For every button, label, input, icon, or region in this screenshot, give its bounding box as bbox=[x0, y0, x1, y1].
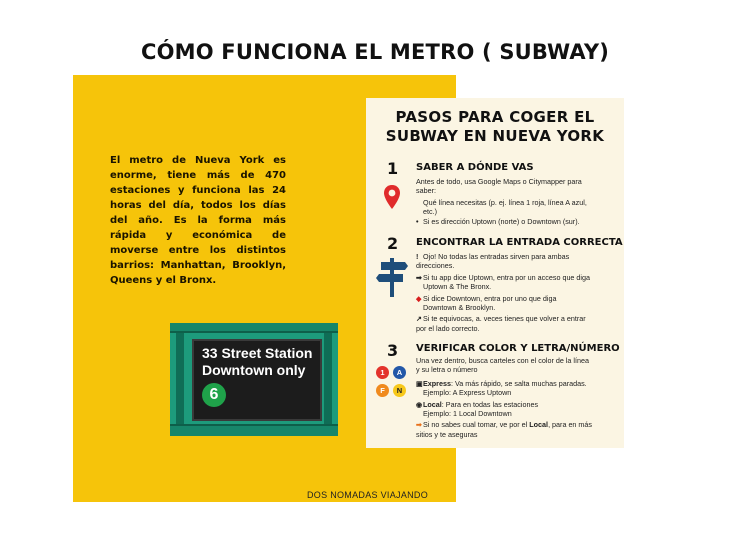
step-2-heading: ENCONTRAR LA ENTRADA CORRECTA bbox=[416, 237, 623, 248]
route-6-bullet: 6 bbox=[202, 383, 226, 407]
step-3-line: sitios y te aseguras bbox=[416, 429, 478, 439]
signpost-icon bbox=[375, 256, 409, 298]
step-3-line: ▣Express: Va más rápido, se salta muchas paradas. bbox=[416, 378, 587, 388]
footer-credit: DOS NOMADAS VIAJANDO bbox=[307, 490, 429, 500]
step-2-line: Uptown & The Bronx. bbox=[423, 282, 492, 292]
subway-sign-photo bbox=[170, 323, 338, 436]
guide-title-line1: PASOS PARA COGER EL bbox=[395, 108, 595, 126]
sign-direction: Downtown only bbox=[202, 362, 306, 378]
map-pin-icon bbox=[383, 184, 401, 210]
step-1-line: saber: bbox=[416, 186, 436, 196]
step-3-line: ◉Local: Para en todas las estaciones bbox=[416, 399, 539, 409]
step-3-heading: VERIFICAR COLOR Y LETRA/NÚMERO bbox=[416, 343, 620, 354]
step-1-line: • Si es dirección Uptown (norte) o Downtown (sur). bbox=[416, 216, 580, 226]
step-3-line: ➡Si no sabes cual tomar, ve por el Local, para en más bbox=[416, 420, 593, 430]
step-3-line: Ejemplo: 1 Local Downtown bbox=[423, 409, 512, 419]
steps-infographic bbox=[366, 98, 624, 448]
step-3-text bbox=[416, 356, 621, 439]
line-a-badge: A bbox=[393, 366, 406, 379]
step-2-line: ◆Si dice Downtown, entra por uno que diga bbox=[416, 293, 557, 303]
sign-post-left bbox=[176, 333, 184, 424]
step-3-number: 3 bbox=[387, 341, 399, 360]
sign-frame-bottom bbox=[170, 424, 338, 436]
station-sign-board bbox=[192, 339, 322, 421]
step-2-number: 2 bbox=[387, 234, 399, 253]
step-2-line: ↗Si te equivocas, a. veces tienes que volver a entrar bbox=[416, 314, 586, 324]
step-3-line: Ejemplo: A Express Uptown bbox=[423, 388, 512, 398]
step-1-line: Qué línea necesitas (p. ej. línea 1 roja, línea A azul, bbox=[423, 197, 587, 207]
guide-title bbox=[366, 108, 624, 146]
sign-station-name: 33 Street Station bbox=[202, 345, 313, 361]
step-3-line: y su letra o número bbox=[416, 365, 478, 375]
line-1-badge: 1 bbox=[376, 366, 389, 379]
step-2-line: ➡Si tu app dice Uptown, entra por un acceso que diga bbox=[416, 272, 591, 282]
step-3-line: Una vez dentro, busca carteles con el color de la línea bbox=[416, 356, 589, 365]
sign-post-right bbox=[324, 333, 332, 424]
sign-frame-top bbox=[170, 323, 338, 333]
step-1-heading: SABER A DÓNDE VAS bbox=[416, 162, 534, 173]
intro-paragraph: El metro de Nueva York es enorme, tiene más de 470 estaciones y funciona las 24 horas del día, todos los días del año. Es la forma más rápida y económica de moverse entre los distintos barrios: Manhattan, Brooklyn, Queens y el Bronx. bbox=[110, 155, 286, 286]
line-f-badge: F bbox=[376, 384, 389, 397]
step-2-line: direcciones. bbox=[416, 261, 455, 271]
guide-title-line2: SUBWAY EN NUEVA YORK bbox=[385, 127, 605, 145]
step-1-text bbox=[416, 177, 621, 226]
page-title: CÓMO FUNCIONA EL METRO ( SUBWAY) bbox=[140, 40, 610, 64]
step-1-number: 1 bbox=[387, 159, 399, 178]
step-2-line: Downtown & Brooklyn. bbox=[423, 303, 496, 313]
step-1-line: Antes de todo, usa Google Maps o Citymapper para bbox=[416, 177, 582, 186]
step-2-line: ! Ojo! No todas las entradas sirven para ambas bbox=[416, 252, 570, 261]
line-n-badge: N bbox=[393, 384, 406, 397]
step-2-line: por el lado correcto. bbox=[416, 323, 480, 333]
step-2-text bbox=[416, 252, 621, 333]
step-1-line: etc.) bbox=[423, 207, 437, 217]
